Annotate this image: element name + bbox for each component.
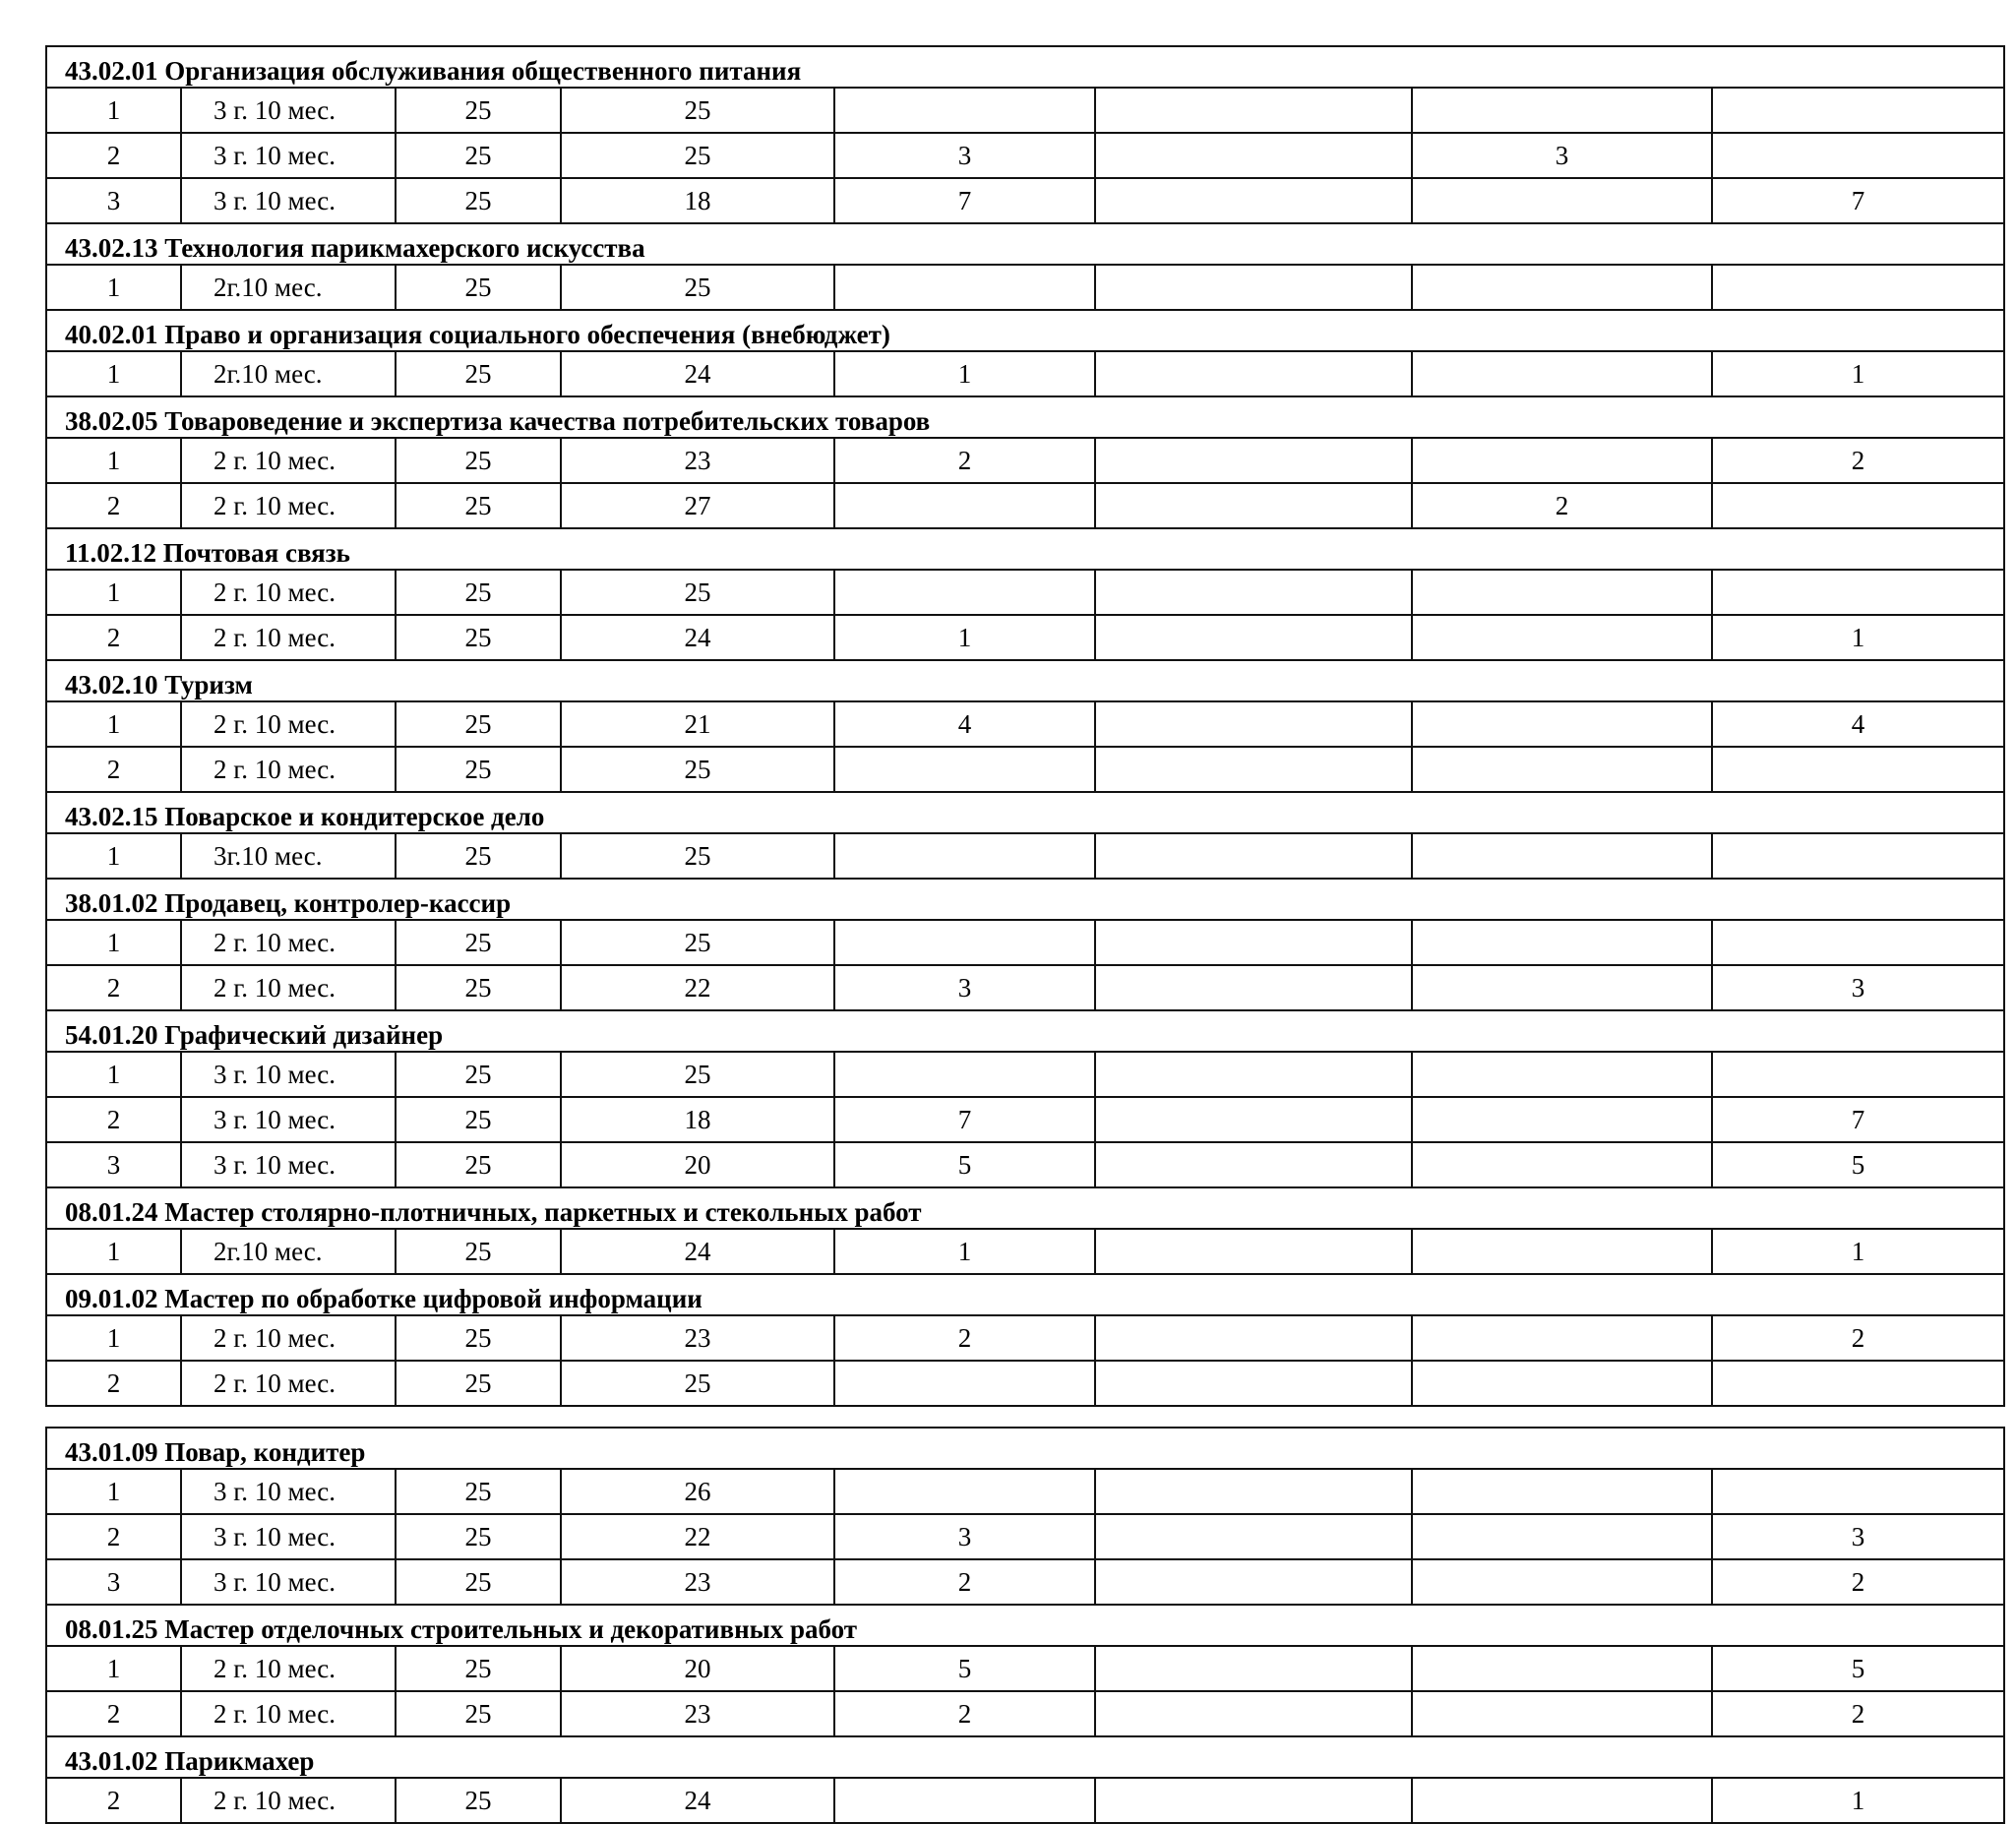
actual-cell: 24 — [561, 1229, 834, 1274]
plan-cell: 25 — [396, 1229, 561, 1274]
table-row — [46, 133, 2004, 178]
col5-cell — [834, 920, 1095, 965]
col5-cell — [834, 1778, 1095, 1823]
table-row — [46, 1142, 2004, 1187]
col5-cell — [834, 483, 1095, 528]
actual-cell: 25 — [561, 570, 834, 615]
col5-cell: 3 — [834, 133, 1095, 178]
specialty-title: 11.02.12 Почтовая связь — [46, 528, 2004, 570]
col6-cell — [1095, 833, 1412, 879]
col6-cell — [1095, 1361, 1412, 1406]
col7-cell — [1412, 438, 1712, 483]
course-cell: 1 — [46, 1229, 181, 1274]
col5-cell: 1 — [834, 1229, 1095, 1274]
col7-cell — [1412, 1646, 1712, 1691]
duration-cell: 2 г. 10 мес. — [181, 1691, 396, 1736]
specialty-title: 43.01.02 Парикмахер — [46, 1736, 2004, 1778]
specialty-title: 08.01.25 Мастер отделочных строительных и декоративных работ — [46, 1605, 2004, 1646]
duration-cell: 2 г. 10 мес. — [181, 747, 396, 792]
col8-cell: 3 — [1712, 965, 2004, 1010]
col8-cell: 1 — [1712, 615, 2004, 660]
col7-cell — [1412, 615, 1712, 660]
col6-cell — [1095, 1691, 1412, 1736]
actual-cell: 27 — [561, 483, 834, 528]
table-row — [46, 178, 2004, 223]
specialty-header-row — [46, 1274, 2004, 1315]
col7-cell — [1412, 1315, 1712, 1361]
course-cell: 1 — [46, 701, 181, 747]
course-cell: 1 — [46, 265, 181, 310]
duration-cell: 3 г. 10 мес. — [181, 88, 396, 133]
table-row — [46, 351, 2004, 396]
col6-cell — [1095, 965, 1412, 1010]
plan-cell: 25 — [396, 438, 561, 483]
plan-cell: 25 — [396, 265, 561, 310]
table-row — [46, 1646, 2004, 1691]
actual-cell: 25 — [561, 1361, 834, 1406]
plan-cell: 25 — [396, 615, 561, 660]
table-row — [46, 1691, 2004, 1736]
plan-cell: 25 — [396, 1559, 561, 1605]
col5-cell: 2 — [834, 1315, 1095, 1361]
actual-cell: 22 — [561, 1514, 834, 1559]
table-body — [46, 46, 2004, 1823]
plan-cell: 25 — [396, 1646, 561, 1691]
col8-cell — [1712, 1361, 2004, 1406]
col5-cell: 2 — [834, 1559, 1095, 1605]
course-cell: 2 — [46, 1361, 181, 1406]
col8-cell — [1712, 833, 2004, 879]
col6-cell — [1095, 265, 1412, 310]
table-row — [46, 1315, 2004, 1361]
duration-cell: 3 г. 10 мес. — [181, 1052, 396, 1097]
specialty-header-row — [46, 660, 2004, 701]
actual-cell: 26 — [561, 1469, 834, 1514]
course-cell: 1 — [46, 833, 181, 879]
duration-cell: 3 г. 10 мес. — [181, 1514, 396, 1559]
course-cell: 3 — [46, 1559, 181, 1605]
col7-cell — [1412, 88, 1712, 133]
col6-cell — [1095, 615, 1412, 660]
col5-cell: 2 — [834, 438, 1095, 483]
actual-cell: 25 — [561, 1052, 834, 1097]
page-gap — [46, 1406, 2004, 1428]
specialty-header-row — [46, 1010, 2004, 1052]
actual-cell: 24 — [561, 615, 834, 660]
plan-cell: 25 — [396, 701, 561, 747]
table-row — [46, 1559, 2004, 1605]
plan-cell: 25 — [396, 965, 561, 1010]
table-row — [46, 833, 2004, 879]
specialty-title: 08.01.24 Мастер столярно-плотничных, паркетных и стекольных работ — [46, 1187, 2004, 1229]
col8-cell — [1712, 1052, 2004, 1097]
table-row — [46, 1469, 2004, 1514]
plan-cell: 25 — [396, 133, 561, 178]
course-cell: 2 — [46, 1691, 181, 1736]
table-row — [46, 1514, 2004, 1559]
specialty-title: 43.02.15 Поварское и кондитерское дело — [46, 792, 2004, 833]
document-page — [45, 45, 2003, 1815]
course-cell: 1 — [46, 1052, 181, 1097]
col5-cell — [834, 833, 1095, 879]
duration-cell: 2г.10 мес. — [181, 1229, 396, 1274]
actual-cell: 25 — [561, 747, 834, 792]
actual-cell: 21 — [561, 701, 834, 747]
plan-cell: 25 — [396, 1315, 561, 1361]
course-cell: 2 — [46, 483, 181, 528]
course-cell: 2 — [46, 615, 181, 660]
col5-cell: 7 — [834, 1097, 1095, 1142]
course-cell: 1 — [46, 1646, 181, 1691]
col7-cell — [1412, 178, 1712, 223]
col8-cell — [1712, 570, 2004, 615]
col7-cell — [1412, 1229, 1712, 1274]
actual-cell: 25 — [561, 88, 834, 133]
table-row — [46, 747, 2004, 792]
course-cell: 2 — [46, 1514, 181, 1559]
course-cell: 2 — [46, 965, 181, 1010]
table-row — [46, 570, 2004, 615]
col7-cell — [1412, 1052, 1712, 1097]
col5-cell: 4 — [834, 701, 1095, 747]
col7-cell: 3 — [1412, 133, 1712, 178]
col7-cell — [1412, 1559, 1712, 1605]
col8-cell — [1712, 265, 2004, 310]
specialty-header-row — [46, 879, 2004, 920]
col6-cell — [1095, 747, 1412, 792]
actual-cell: 20 — [561, 1646, 834, 1691]
duration-cell: 2 г. 10 мес. — [181, 570, 396, 615]
col7-cell — [1412, 1514, 1712, 1559]
col8-cell: 2 — [1712, 1691, 2004, 1736]
course-cell: 1 — [46, 920, 181, 965]
specialty-title: 43.01.09 Повар, кондитер — [46, 1428, 2004, 1469]
col8-cell — [1712, 747, 2004, 792]
specialty-header-row — [46, 223, 2004, 265]
course-cell: 1 — [46, 438, 181, 483]
plan-cell: 25 — [396, 88, 561, 133]
duration-cell: 2 г. 10 мес. — [181, 701, 396, 747]
table-row — [46, 1229, 2004, 1274]
specialty-title: 54.01.20 Графический дизайнер — [46, 1010, 2004, 1052]
col6-cell — [1095, 351, 1412, 396]
course-cell: 2 — [46, 747, 181, 792]
table-row — [46, 1361, 2004, 1406]
table-row — [46, 920, 2004, 965]
col6-cell — [1095, 1052, 1412, 1097]
table-row — [46, 438, 2004, 483]
col5-cell: 3 — [834, 965, 1095, 1010]
plan-cell: 25 — [396, 747, 561, 792]
plan-cell: 25 — [396, 833, 561, 879]
col6-cell — [1095, 701, 1412, 747]
specialty-header-row — [46, 1605, 2004, 1646]
course-cell: 1 — [46, 351, 181, 396]
col7-cell — [1412, 1691, 1712, 1736]
enrollment-table — [45, 45, 2005, 1824]
plan-cell: 25 — [396, 351, 561, 396]
table-row — [46, 483, 2004, 528]
table-row — [46, 88, 2004, 133]
actual-cell: 22 — [561, 965, 834, 1010]
specialty-title: 43.02.10 Туризм — [46, 660, 2004, 701]
col8-cell: 3 — [1712, 1514, 2004, 1559]
specialty-header-row — [46, 1736, 2004, 1778]
course-cell: 3 — [46, 1142, 181, 1187]
col7-cell — [1412, 1142, 1712, 1187]
duration-cell: 2 г. 10 мес. — [181, 615, 396, 660]
table-row — [46, 701, 2004, 747]
table-row — [46, 265, 2004, 310]
duration-cell: 2 г. 10 мес. — [181, 1646, 396, 1691]
specialty-header-row — [46, 1428, 2004, 1469]
plan-cell: 25 — [396, 1142, 561, 1187]
specialty-header-row — [46, 792, 2004, 833]
actual-cell: 25 — [561, 133, 834, 178]
duration-cell: 3г.10 мес. — [181, 833, 396, 879]
duration-cell: 2 г. 10 мес. — [181, 1361, 396, 1406]
duration-cell: 2 г. 10 мес. — [181, 965, 396, 1010]
duration-cell: 2 г. 10 мес. — [181, 438, 396, 483]
actual-cell: 23 — [561, 1315, 834, 1361]
col5-cell: 5 — [834, 1646, 1095, 1691]
plan-cell: 25 — [396, 1052, 561, 1097]
col6-cell — [1095, 1559, 1412, 1605]
col5-cell — [834, 570, 1095, 615]
duration-cell: 2 г. 10 мес. — [181, 920, 396, 965]
col7-cell — [1412, 351, 1712, 396]
plan-cell: 25 — [396, 1361, 561, 1406]
duration-cell: 3 г. 10 мес. — [181, 1559, 396, 1605]
col7-cell — [1412, 1469, 1712, 1514]
table-row — [46, 1778, 2004, 1823]
col8-cell — [1712, 133, 2004, 178]
col8-cell: 2 — [1712, 1315, 2004, 1361]
course-cell: 1 — [46, 1315, 181, 1361]
col5-cell — [834, 747, 1095, 792]
duration-cell: 2 г. 10 мес. — [181, 1315, 396, 1361]
course-cell: 1 — [46, 1469, 181, 1514]
plan-cell: 25 — [396, 1778, 561, 1823]
duration-cell: 2г.10 мес. — [181, 351, 396, 396]
specialty-title: 43.02.13 Технология парикмахерского искусства — [46, 223, 2004, 265]
col8-cell — [1712, 483, 2004, 528]
col8-cell: 7 — [1712, 1097, 2004, 1142]
plan-cell: 25 — [396, 920, 561, 965]
col8-cell: 2 — [1712, 1559, 2004, 1605]
col5-cell — [834, 265, 1095, 310]
col5-cell — [834, 88, 1095, 133]
table-row — [46, 615, 2004, 660]
table-row — [46, 1052, 2004, 1097]
course-cell: 1 — [46, 88, 181, 133]
col6-cell — [1095, 1315, 1412, 1361]
col6-cell — [1095, 1514, 1412, 1559]
col7-cell — [1412, 1361, 1712, 1406]
gap-cell — [46, 1406, 2004, 1428]
col6-cell — [1095, 178, 1412, 223]
specialty-title: 43.02.01 Организация обслуживания общественного питания — [46, 46, 2004, 88]
duration-cell: 2 г. 10 мес. — [181, 1778, 396, 1823]
col8-cell: 1 — [1712, 351, 2004, 396]
actual-cell: 23 — [561, 438, 834, 483]
actual-cell: 23 — [561, 1691, 834, 1736]
col6-cell — [1095, 1646, 1412, 1691]
plan-cell: 25 — [396, 178, 561, 223]
col7-cell — [1412, 833, 1712, 879]
col6-cell — [1095, 1097, 1412, 1142]
actual-cell: 25 — [561, 833, 834, 879]
col5-cell: 7 — [834, 178, 1095, 223]
actual-cell: 18 — [561, 1097, 834, 1142]
duration-cell: 3 г. 10 мес. — [181, 1469, 396, 1514]
plan-cell: 25 — [396, 1097, 561, 1142]
table-row — [46, 965, 2004, 1010]
col8-cell: 7 — [1712, 178, 2004, 223]
actual-cell: 20 — [561, 1142, 834, 1187]
col7-cell — [1412, 701, 1712, 747]
col8-cell: 5 — [1712, 1142, 2004, 1187]
col6-cell — [1095, 1778, 1412, 1823]
col7-cell — [1412, 1778, 1712, 1823]
col8-cell — [1712, 1469, 2004, 1514]
col5-cell: 5 — [834, 1142, 1095, 1187]
course-cell: 2 — [46, 1778, 181, 1823]
col5-cell — [834, 1361, 1095, 1406]
specialty-header-row — [46, 1187, 2004, 1229]
specialty-title: 09.01.02 Мастер по обработке цифровой информации — [46, 1274, 2004, 1315]
col5-cell — [834, 1052, 1095, 1097]
col5-cell: 2 — [834, 1691, 1095, 1736]
col8-cell: 5 — [1712, 1646, 2004, 1691]
plan-cell: 25 — [396, 570, 561, 615]
actual-cell: 25 — [561, 265, 834, 310]
col7-cell — [1412, 965, 1712, 1010]
plan-cell: 25 — [396, 1691, 561, 1736]
specialty-title: 38.01.02 Продавец, контролер-кассир — [46, 879, 2004, 920]
col6-cell — [1095, 1229, 1412, 1274]
col7-cell — [1412, 747, 1712, 792]
duration-cell: 2г.10 мес. — [181, 265, 396, 310]
col7-cell — [1412, 570, 1712, 615]
specialty-header-row — [46, 396, 2004, 438]
course-cell: 2 — [46, 133, 181, 178]
duration-cell: 2 г. 10 мес. — [181, 483, 396, 528]
specialty-title: 40.02.01 Право и организация социального обеспечения (внебюджет) — [46, 310, 2004, 351]
col6-cell — [1095, 438, 1412, 483]
plan-cell: 25 — [396, 483, 561, 528]
col6-cell — [1095, 920, 1412, 965]
specialty-header-row — [46, 46, 2004, 88]
actual-cell: 24 — [561, 351, 834, 396]
specialty-header-row — [46, 528, 2004, 570]
course-cell: 2 — [46, 1097, 181, 1142]
duration-cell: 3 г. 10 мес. — [181, 178, 396, 223]
duration-cell: 3 г. 10 мес. — [181, 1097, 396, 1142]
actual-cell: 18 — [561, 178, 834, 223]
actual-cell: 25 — [561, 920, 834, 965]
col6-cell — [1095, 1142, 1412, 1187]
table-row — [46, 1097, 2004, 1142]
col6-cell — [1095, 133, 1412, 178]
col5-cell: 1 — [834, 615, 1095, 660]
col8-cell: 1 — [1712, 1778, 2004, 1823]
col5-cell: 1 — [834, 351, 1095, 396]
col7-cell — [1412, 920, 1712, 965]
course-cell: 1 — [46, 570, 181, 615]
course-cell: 3 — [46, 178, 181, 223]
specialty-header-row — [46, 310, 2004, 351]
col8-cell — [1712, 88, 2004, 133]
col5-cell — [834, 1469, 1095, 1514]
col7-cell — [1412, 265, 1712, 310]
col8-cell — [1712, 920, 2004, 965]
plan-cell: 25 — [396, 1514, 561, 1559]
specialty-title: 38.02.05 Товароведение и экспертиза качества потребительских товаров — [46, 396, 2004, 438]
col8-cell: 4 — [1712, 701, 2004, 747]
plan-cell: 25 — [396, 1469, 561, 1514]
actual-cell: 24 — [561, 1778, 834, 1823]
duration-cell: 3 г. 10 мес. — [181, 1142, 396, 1187]
col6-cell — [1095, 1469, 1412, 1514]
actual-cell: 23 — [561, 1559, 834, 1605]
duration-cell: 3 г. 10 мес. — [181, 133, 396, 178]
col7-cell — [1412, 1097, 1712, 1142]
col5-cell: 3 — [834, 1514, 1095, 1559]
col6-cell — [1095, 88, 1412, 133]
col8-cell: 2 — [1712, 438, 2004, 483]
col7-cell: 2 — [1412, 483, 1712, 528]
col6-cell — [1095, 570, 1412, 615]
col6-cell — [1095, 483, 1412, 528]
col8-cell: 1 — [1712, 1229, 2004, 1274]
